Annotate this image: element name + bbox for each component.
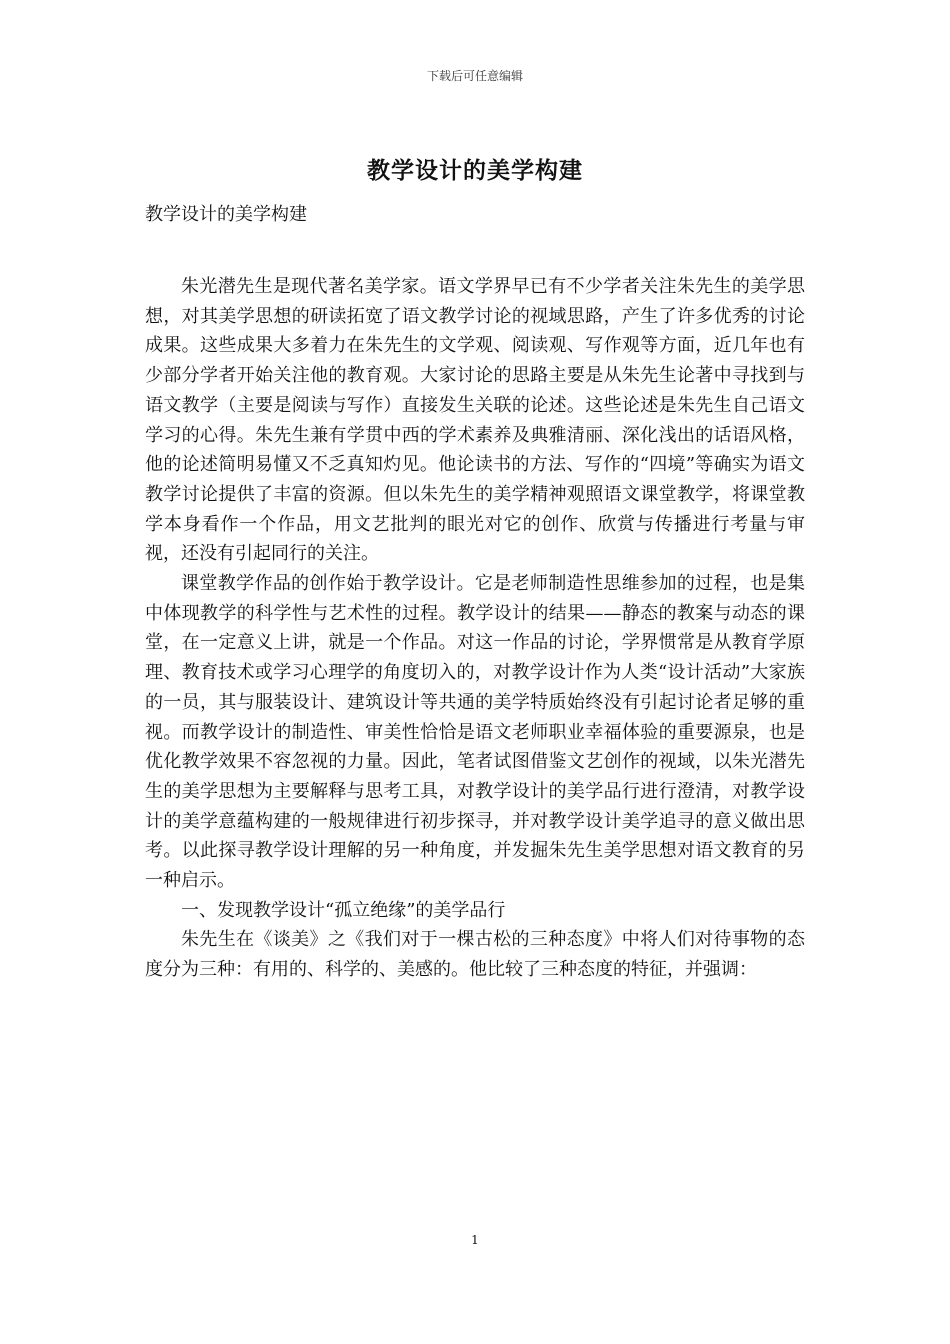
document-body xyxy=(145,272,805,985)
section-heading: 一、发现教学设计“孤立绝缘”的美学品行 xyxy=(181,899,506,921)
paragraph-teaching-design: 课堂教学作品的创作始于教学设计。它是老师制造性思维参加的过程，也是集中体现教学的科学性与艺术性的过程。教学设计的结果——静态的教案与动态的课堂，在一定意义上讲，就是一个作品。对这一作品的讨论，学界惯常是从教育学原理、教育技术或学习心理学的角度切入的，对教学设计作为人类“设计活动”大家族的一员，其与服装设计、建筑设计等共通的美学特质始终没有引起讨论者足够的重视。而教学设计的制造性、审美性恰恰是语文老师职业幸福体验的重要源泉，也是优化教学效果不容忽视的力量。因此，笔者试图借鉴文艺创作的视域，以朱光潜先生的美学思想为主要解释与思考工具，对教学设计的美学品行进行澄清，对教学设计的美学意蕴构建的一般规律进行初步探寻，并对教学设计美学追寻的意义做出思考。以此探寻教学设计理解的另一种角度，并发掘朱先生美学思想对语文教育的另一种启示。 xyxy=(145,573,805,892)
document-subtitle: 教学设计的美学构建 xyxy=(145,204,307,225)
paragraph-intro: 朱光潜先生是现代著名美学家。语文学界早已有不少学者关注朱先生的美学思想，对其美学思想的研读拓宽了语文教学讨论的视域思路，产生了许多优秀的讨论成果。这些成果大多着力在朱先生的文学观、阅读观、写作观等方面，近几年也有少部分学者开始关注他的教育观。大家讨论的思路主要是从朱先生论著中寻找到与语文教学（主要是阅读与写作）直接发生关联的论述。这些论述是朱先生自己语文学习的心得。朱先生兼有学贯中西的学术素养及典雅清丽、深化浅出的话语风格，他的论述简明易懂又不乏真知灼见。他论读书的方法、写作的“四境”等确实为语文教学讨论提供了丰富的资源。但以朱先生的美学精神观照语文课堂教学，将课堂教学本身看作一个作品，用文艺批判的眼光对它的创作、欣赏与传播进行考量与审视，还没有引起同行的关注。 xyxy=(145,276,805,565)
paragraph-three-attitudes: 朱先生在《谈美》之《我们对于一棵古松的三种态度》中将人们对待事物的态度分为三种：有用的、科学的、美感的。他比较了三种态度的特征，并强调： xyxy=(145,929,805,981)
header-note: 下载后可任意编辑 xyxy=(426,69,523,83)
page-number: 1 xyxy=(471,1233,479,1247)
document-title: 教学设计的美学构建 xyxy=(367,157,583,184)
